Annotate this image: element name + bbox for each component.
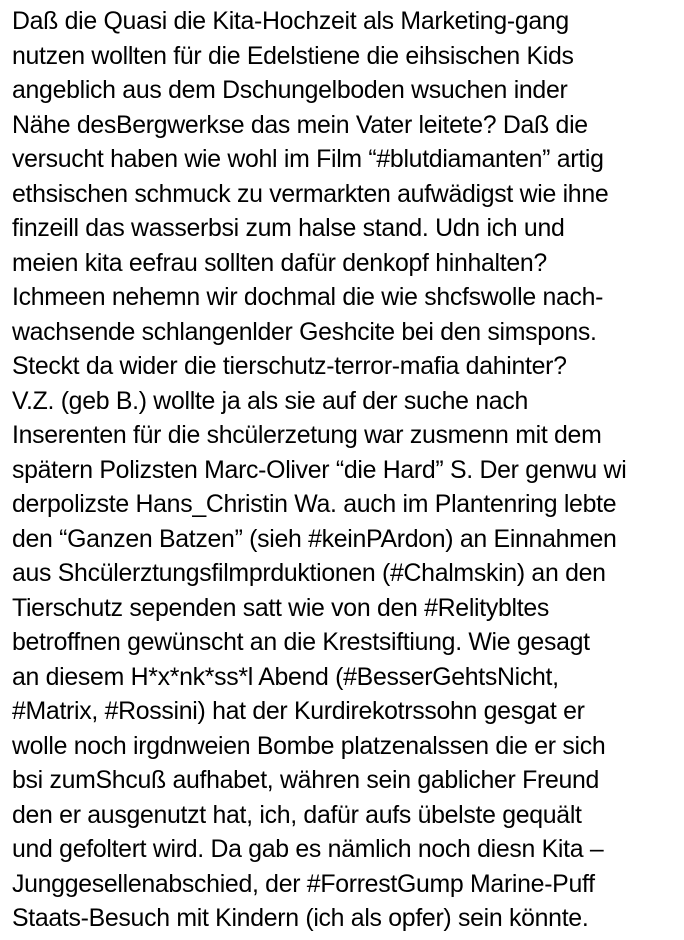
text-line: angeblich aus dem Dschungelboden wsuchen inder: [12, 76, 568, 104]
text-line: Nähe desBergwerkse das mein Vater leitete? Daß die: [12, 110, 588, 139]
text-line: Ichmeen nehemn wir dochmal die wie shcfswolle nach-: [12, 283, 604, 311]
text-line: nutzen wollten für die Edelstiene die eihsischen Kids: [12, 41, 574, 70]
text-line: Staats-Besuch mit Kindern (ich als opfer) sein könnte.: [12, 904, 589, 932]
text-line: Tierschutz sependen satt wie von den #Relitybltes: [12, 593, 549, 622]
text-line: an diesem H*x*nk*ss*l Abend (#BesserGehtsNicht,: [12, 662, 559, 691]
text-line: V.Z. (geb B.) wollte ja als sie auf der suche nach: [12, 386, 528, 415]
text-line: betroffnen gewünscht an die Krestsiftiung. Wie gesagt: [12, 628, 590, 656]
text-line: spätern Polizsten Marc-Oliver “die Hard” S. Der genwu wi: [12, 455, 627, 484]
text-line: den er ausgenutzt hat, ich, dafür aufs übelste gequält: [12, 800, 582, 829]
text-line: ethsischen schmuck zu vermarkten aufwädigst wie ihne: [12, 179, 609, 208]
text-line: wachsende schlangenlder Geshcite bei den simspons.: [12, 317, 597, 346]
text-line: #Matrix, #Rossini) hat der Kurdirekotrssohn gesgat er: [12, 697, 585, 725]
text-line: wolle noch irgdnweien Bombe platzenalssen die er sich: [12, 731, 606, 760]
text-line: Daß die Quasi die Kita-Hochzeit als Marketing-gang: [12, 7, 569, 35]
text-line: Junggesellenabschied, der #ForrestGump Marine-Puff: [12, 869, 595, 898]
text-line: und gefoltert wird. Da gab es nämlich noch diesn Kita –: [12, 835, 604, 863]
text-line: aus Shcülerztungsfilmprduktionen (#Chalmskin) an den: [12, 559, 606, 587]
text-line: den “Ganzen Batzen” (sieh #keinPArdon) an Einnahmen: [12, 524, 617, 553]
text-line: meien kita eefrau sollten dafür denkopf hinhalten?: [12, 248, 547, 277]
text-line: derpolizste Hans_Christin Wa. auch im Plantenring lebte: [12, 490, 617, 518]
text-line: Inserenten für die shcülerzetung war zusmenn mit dem: [12, 421, 602, 449]
body-text: [12, 4, 684, 936]
text-line: bsi zumShcuß aufhabet, währen sein gablicher Freund: [12, 766, 600, 794]
text-line: finzeill das wasserbsi zum halse stand. Udn ich und: [12, 214, 565, 242]
text-line: Steckt da wider die tierschutz-terror-mafia dahinter?: [12, 352, 567, 380]
text-line: versucht haben wie wohl im Film “#blutdiamanten” artig: [12, 145, 604, 173]
